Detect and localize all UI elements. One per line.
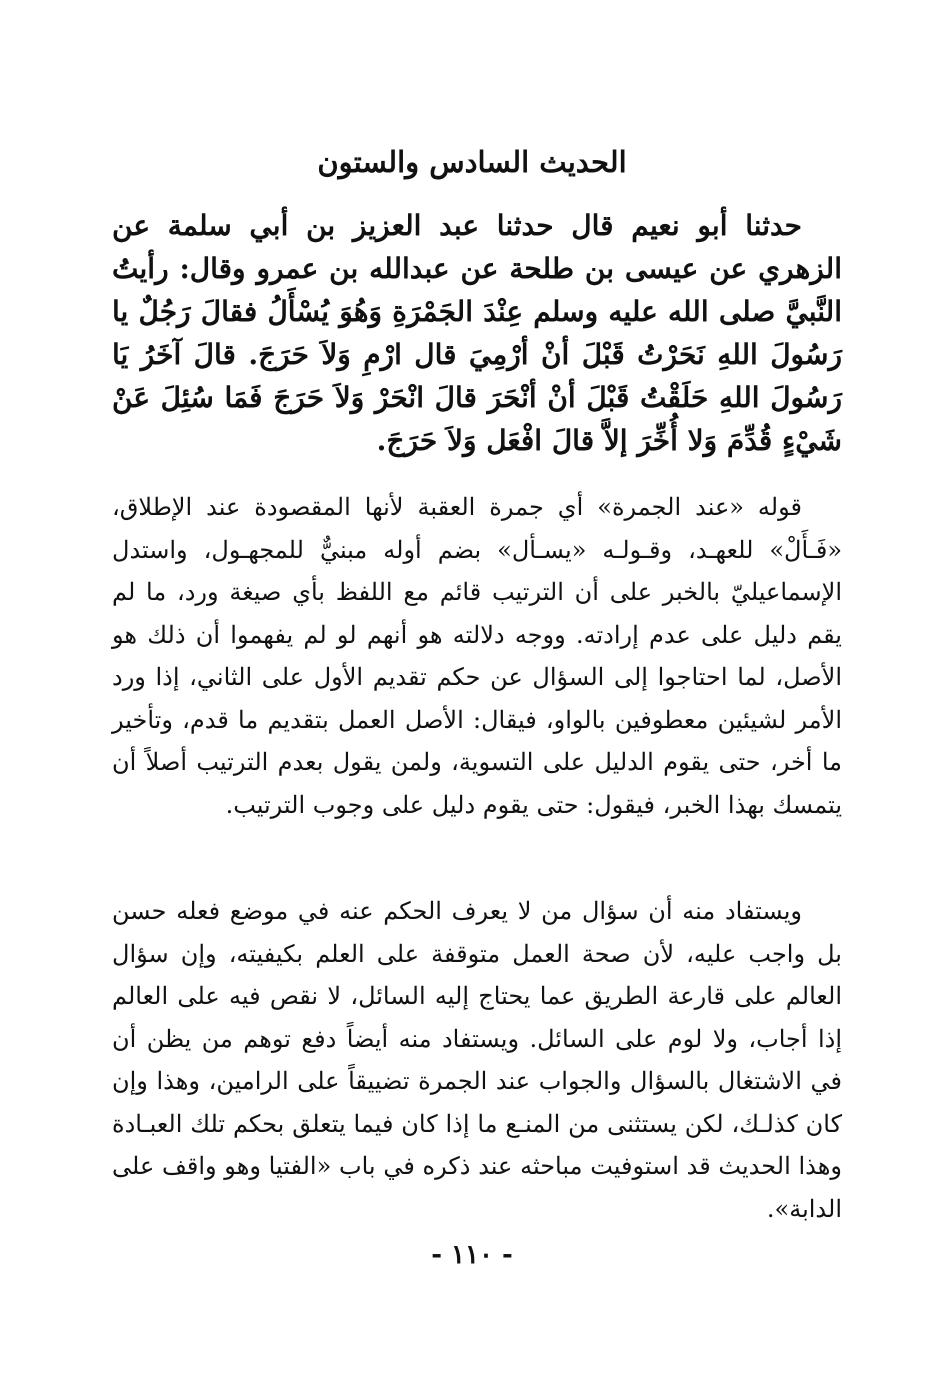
commentary-block: [112, 890, 842, 1230]
commentary-block: [112, 486, 842, 826]
page-title: الحديث السادس والستون: [317, 145, 627, 179]
hadith-paragraph: حدثنا أبو نعيم قال حدثنا عبد العزيز بن أبي سلمة عن الزهري عن عيسى بن طلحة عن عبدالله بن عمرو وقال: رأيتُ النَّبيَّ صلى الله عليه وسلم عِنْدَ الجَمْرَةِ وَهُوَ يُسْأَلُ فقالَ رَجُلٌ يا رَسُولَ اللهِ نَحَرْتُ قَبْلَ أنْ أرْمِيَ قال ارْمِ وَلاَ حَرَجَ. قالَ آخَرُ يَا رَسُولَ اللهِ حَلَقْتُ قَبْلَ أنْ أنْحَرَ قالَ انْحَرْ وَلاَ حَرَجَ فَمَا سُئِلَ عَنْ شَيْءٍ قُدِّمَ وَلا أُخِّرَ إلاَّ قالَ افْعَل وَلاَ حَرَجَ.: [112, 209, 842, 457]
commentary-paragraph-2: ويستفاد منه أن سؤال من لا يعرف الحكم عنه في موضع فعله حسن بل واجب عليه، لأن صحة العمل متوقفة على العلم بكيفيته، وإن سؤال العالم على قارعة الطريق عما يحتاج إليه السائل، لا نقص فيه على العالم إذا أجاب، ولا لوم على السائل. ويستفاد منه أيضاً دفع توهم من يظن أن في الاشتغال بالسؤال والجواب عند الجمرة تضييقاً على الرامين، وهذا وإن كان كذلـك، لكن يستثنى من المنـع ما إذا كان فيما يتعلق بحكم تلك العبـادة وهذا الحديث قد استوفيت مباحثه عند ذكره في باب «الفتيا وهو واقف على الدابة».: [112, 897, 842, 1223]
page-number: - ١١٠ -: [431, 1240, 513, 1270]
commentary-paragraph-1: قوله «عند الجمرة» أي جمرة العقبة لأنها المقصودة عند الإطلاق، «فَـأَلْ» للعهـد، وقـولـه «يسـأل» بضم أوله مبنيٌّ للمجهـول، واستدل الإسماعيليّ بالخبر على أن الترتيب قائم مع اللفظ بأي صيغة ورد، ما لم يقم دليل على عدم إرادته. ووجه دلالته هو أنهم لو لم يفهموا أن ذلك هو الأصل، لما احتاجوا إلى السؤال عن حكم تقديم الأول على الثاني، إذا ورد الأمر لشيئين معطوفين بالواو، فيقال: الأصل العمل بتقديم ما قدم، وتأخير ما أخر، حتى يقوم الدليل على التسوية، ولمن يقول بعدم الترتيب أصلاً أن يتمسك بهذا الخبر، فيقول: حتى يقوم دليل على وجوب الترتيب.: [112, 493, 842, 819]
hadith-text: [112, 204, 842, 462]
